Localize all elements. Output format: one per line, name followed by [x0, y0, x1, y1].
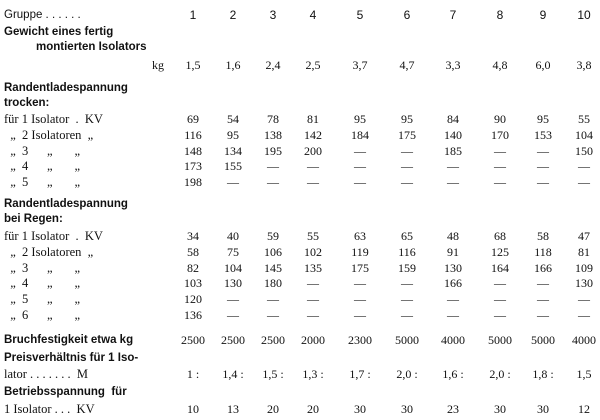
table-cell: — — [227, 292, 239, 307]
table-cell: 1,6 : — [442, 367, 464, 381]
table-cell: 185 — [444, 143, 462, 158]
table-cell: 5000 — [395, 333, 419, 347]
table-cell: 20 — [307, 402, 319, 416]
table-cell: — — [494, 276, 506, 291]
table-cell: — — [401, 292, 413, 307]
table-cell: 12 — [578, 402, 590, 416]
table-cell: 30 — [354, 402, 366, 416]
table-cell: 125 — [491, 244, 509, 259]
table-cell: 170 — [491, 127, 509, 142]
header-row — [0, 7, 600, 23]
table-cell: 3,7 — [352, 58, 368, 72]
table-cell: 34 — [187, 229, 199, 243]
table-cell: — — [267, 159, 279, 174]
table-cell: 142 — [304, 127, 322, 142]
preis-row — [0, 366, 600, 382]
table-cell: — — [447, 292, 459, 307]
table-cell: 30 — [494, 402, 506, 416]
table-cell: — — [354, 175, 366, 190]
table-cell: 84 — [447, 112, 459, 126]
table-row — [0, 307, 600, 323]
table-cell: — — [578, 175, 590, 190]
table-cell: — — [267, 292, 279, 307]
table-cell: 1,5 — [576, 367, 592, 381]
group-1: 1 — [189, 8, 197, 22]
preis-label-1: Preisverhältnis für 1 Iso- — [4, 352, 139, 364]
table-cell: 175 — [398, 127, 416, 142]
group-9: 9 — [539, 8, 547, 22]
table-row — [0, 291, 600, 307]
betrieb-row — [0, 401, 600, 417]
table-cell: 130 — [444, 260, 462, 275]
table-cell: 1 : — [186, 367, 200, 381]
table-cell: 2500 — [261, 333, 285, 347]
row-label: „ 3 „ „ — [4, 143, 81, 158]
table-cell: 2,0 : — [396, 367, 418, 381]
group-3: 3 — [269, 8, 277, 22]
table-cell: 1,3 : — [302, 367, 324, 381]
table-cell: 95 — [354, 112, 366, 126]
table-cell: 54 — [227, 112, 239, 126]
table-row — [0, 143, 600, 159]
table-cell: — — [537, 143, 549, 158]
table-cell: 2,4 — [265, 58, 281, 72]
table-cell: — — [447, 159, 459, 174]
table-cell: — — [267, 308, 279, 322]
group-7: 7 — [449, 8, 457, 22]
table-cell: 95 — [227, 127, 239, 142]
table-cell: 81 — [578, 244, 590, 259]
trocken-heading-1: Randentladespannung — [4, 82, 128, 94]
table-cell: 20 — [267, 402, 279, 416]
row-label: „ 2 Isolatoren „ — [4, 244, 94, 259]
table-cell: 2,5 — [305, 58, 321, 72]
table-cell: 130 — [224, 276, 242, 291]
table-cell: — — [578, 292, 590, 307]
table-cell: 175 — [351, 260, 369, 275]
table-cell: 4,7 — [399, 58, 415, 72]
group-10: 10 — [577, 8, 591, 22]
table-cell: 109 — [575, 260, 593, 275]
table-row — [0, 174, 600, 190]
table-cell: 3,8 — [576, 58, 592, 72]
table-cell: 5000 — [531, 333, 555, 347]
row-label: „ 5 „ „ — [4, 175, 81, 190]
table-cell: 138 — [264, 127, 282, 142]
table-cell: 1,7 : — [349, 367, 371, 381]
row-label: für 1 Isolator . KV — [4, 112, 103, 126]
table-cell: 1,6 — [225, 58, 241, 72]
table-cell: 2500 — [181, 333, 205, 347]
table-cell: 3,3 — [445, 58, 461, 72]
table-cell: 118 — [534, 244, 552, 259]
table-cell: 13 — [227, 402, 239, 416]
table-cell: 140 — [444, 127, 462, 142]
table-cell: — — [494, 308, 506, 322]
table-cell: 30 — [401, 402, 413, 416]
table-cell: 40 — [227, 229, 239, 243]
table-cell: 116 — [184, 127, 202, 142]
table-cell: 4000 — [441, 333, 465, 347]
table-cell: — — [354, 159, 366, 174]
table-cell: 103 — [184, 276, 202, 291]
gewicht-row — [0, 57, 600, 73]
table-cell: 95 — [401, 112, 413, 126]
regen-heading-1: Randentladespannung — [4, 198, 128, 210]
table-cell: 180 — [264, 276, 282, 291]
table-row — [0, 111, 600, 127]
gewicht-unit: kg — [152, 58, 164, 72]
table-cell: 166 — [444, 276, 462, 291]
table-cell: — — [401, 143, 413, 158]
table-cell: 4000 — [572, 333, 596, 347]
table-cell: 23 — [447, 402, 459, 416]
table-cell: 4,8 — [492, 58, 508, 72]
table-cell: 116 — [398, 244, 416, 259]
table-cell: 195 — [264, 143, 282, 158]
group-5: 5 — [356, 8, 364, 22]
table-cell: 63 — [354, 229, 366, 243]
table-cell: 2300 — [348, 333, 372, 347]
table-cell: — — [537, 308, 549, 322]
table-cell: — — [537, 292, 549, 307]
regen-heading-2: bei Regen: — [4, 213, 63, 225]
table-cell: 68 — [494, 229, 506, 243]
table-cell: 6,0 — [535, 58, 551, 72]
table-cell: — — [307, 175, 319, 190]
table-cell: 69 — [187, 112, 199, 126]
betrieb-label-2: 1 Isolator . . . KV — [4, 402, 95, 416]
header-label: Gruppe . . . . . . — [4, 9, 81, 21]
group-2: 2 — [229, 8, 237, 22]
table-row — [0, 260, 600, 276]
table-cell: 104 — [575, 127, 593, 142]
table-cell: 1,5 : — [262, 367, 284, 381]
table-cell: — — [354, 308, 366, 322]
row-label: „ 3 „ „ — [4, 260, 81, 275]
table-cell: — — [307, 292, 319, 307]
table-cell: 48 — [447, 229, 459, 243]
table-cell: 135 — [304, 260, 322, 275]
group-8: 8 — [496, 8, 504, 22]
table-cell: 95 — [537, 112, 549, 126]
table-cell: 164 — [491, 260, 509, 275]
table-cell: 91 — [447, 244, 459, 259]
table-cell: 1,4 : — [222, 367, 244, 381]
table-cell: — — [354, 292, 366, 307]
table-cell: — — [354, 276, 366, 291]
table-cell: 166 — [534, 260, 552, 275]
table-cell: 2500 — [221, 333, 245, 347]
table-cell: 136 — [184, 308, 202, 322]
table-row — [0, 244, 600, 260]
table-cell: 134 — [224, 143, 242, 158]
table-cell: — — [307, 308, 319, 322]
bruch-label: Bruchfestigkeit etwa kg — [4, 334, 134, 346]
table-cell: — — [537, 159, 549, 174]
group-4: 4 — [309, 8, 317, 22]
table-cell: 5000 — [488, 333, 512, 347]
table-cell: 130 — [575, 276, 593, 291]
table-cell: — — [227, 308, 239, 322]
table-cell: 58 — [537, 229, 549, 243]
table-cell: 150 — [575, 143, 593, 158]
table-cell: — — [494, 292, 506, 307]
table-cell: 30 — [537, 402, 549, 416]
table-cell: — — [401, 276, 413, 291]
table-cell: 120 — [184, 292, 202, 307]
table-cell: 81 — [307, 112, 319, 126]
table-cell: 90 — [494, 112, 506, 126]
table-row — [0, 158, 600, 174]
table-cell: 75 — [227, 244, 239, 259]
table-cell: — — [227, 175, 239, 190]
table-cell: 106 — [264, 244, 282, 259]
table-cell: — — [447, 175, 459, 190]
betrieb-label-1: Betriebsspannung für — [4, 386, 127, 398]
table-cell: 173 — [184, 159, 202, 174]
table-cell: 102 — [304, 244, 322, 259]
table-cell: 2,0 : — [489, 367, 511, 381]
table-cell: — — [578, 159, 590, 174]
table-cell: — — [354, 143, 366, 158]
table-cell: 1,5 — [185, 58, 201, 72]
table-cell: — — [267, 175, 279, 190]
table-cell: 155 — [224, 159, 242, 174]
table-cell: — — [401, 308, 413, 322]
table-cell: 82 — [187, 260, 199, 275]
trocken-heading-2: trocken: — [4, 97, 50, 109]
table-cell: 58 — [187, 244, 199, 259]
table-cell: — — [401, 159, 413, 174]
table-cell: 55 — [578, 112, 590, 126]
table-cell: — — [537, 175, 549, 190]
table-cell: 119 — [351, 244, 369, 259]
table-cell: 65 — [401, 229, 413, 243]
table-cell: 148 — [184, 143, 202, 158]
table-cell: 10 — [187, 402, 199, 416]
table-cell: 200 — [304, 143, 322, 158]
bruch-row — [0, 332, 600, 348]
row-label: „ 2 Isolatoren „ — [4, 127, 94, 142]
table-cell: — — [494, 143, 506, 158]
table-cell: 2000 — [301, 333, 325, 347]
table-cell: — — [401, 175, 413, 190]
table-cell: 78 — [267, 112, 279, 126]
row-label: „ 4 „ „ — [4, 159, 81, 174]
table-cell: 145 — [264, 260, 282, 275]
group-6: 6 — [403, 8, 411, 22]
table-cell: 184 — [351, 127, 369, 142]
table-cell: — — [307, 276, 319, 291]
gewicht-label-1: Gewicht eines fertig — [4, 26, 114, 38]
row-label: „ 6 „ „ — [4, 308, 81, 322]
table-cell: — — [307, 159, 319, 174]
table-cell: 1,8 : — [532, 367, 554, 381]
table-row — [0, 127, 600, 143]
table-cell: 159 — [398, 260, 416, 275]
row-label: „ 5 „ „ — [4, 292, 81, 307]
table-cell: — — [494, 159, 506, 174]
table-row — [0, 275, 600, 291]
table-cell: 104 — [224, 260, 242, 275]
table-cell: 55 — [307, 229, 319, 243]
table-cell: 198 — [184, 175, 202, 190]
table-cell: 47 — [578, 229, 590, 243]
table-cell: — — [494, 175, 506, 190]
table-cell: — — [578, 308, 590, 322]
table-row — [0, 228, 600, 244]
table-cell: 59 — [267, 229, 279, 243]
table-cell: — — [537, 276, 549, 291]
row-label: „ 4 „ „ — [4, 276, 81, 291]
gewicht-label-2: montierten Isolators — [36, 41, 147, 53]
preis-label-2: lator . . . . . . . M — [4, 367, 89, 381]
table-cell: — — [447, 308, 459, 322]
row-label: für 1 Isolator . KV — [4, 229, 103, 243]
table-cell: 153 — [534, 127, 552, 142]
